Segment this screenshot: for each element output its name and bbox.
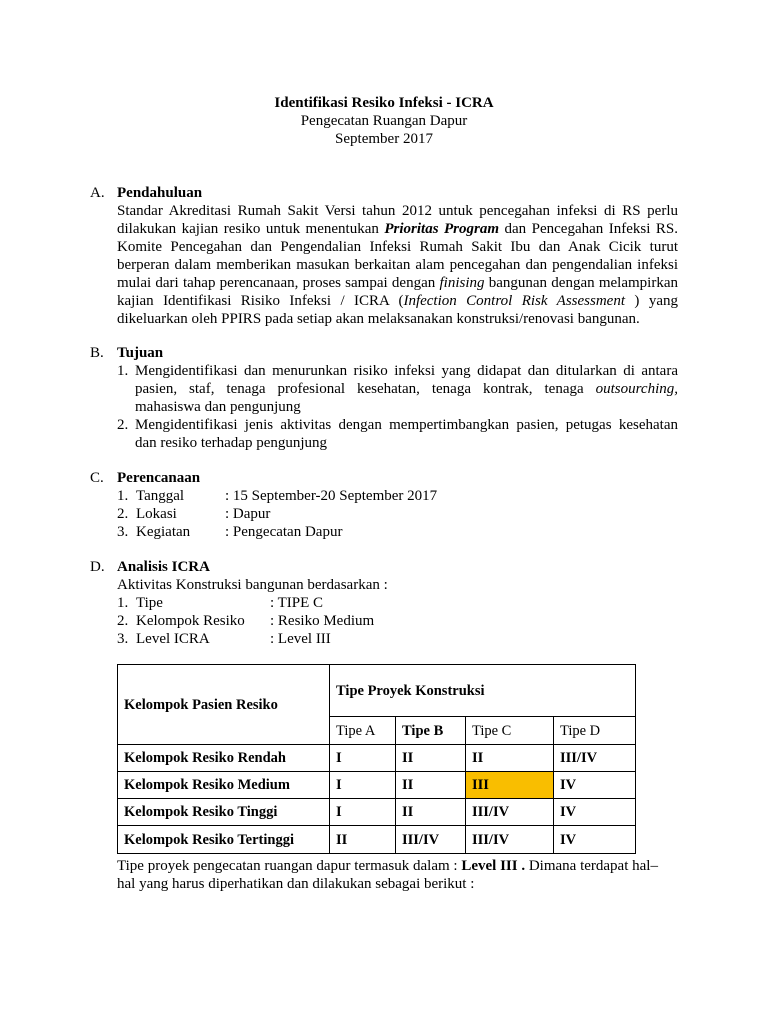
section-b-heading: Tujuan [117, 345, 164, 361]
analisis-item-label: Level ICRA [136, 631, 210, 647]
level-cell: I [330, 799, 396, 826]
level-cell: II [396, 799, 466, 826]
section-d-letter: D. [90, 559, 105, 575]
level-cell: I [330, 745, 396, 772]
analisis-intro: Aktivitas Konstruksi bangunan berdasarkan : [117, 577, 388, 593]
header-tipe-proyek: Tipe Proyek Konstruksi [330, 665, 636, 717]
level-cell: II [330, 826, 396, 854]
document-title: Identifikasi Resiko Infeksi - ICRA [274, 95, 494, 111]
level-cell: II [396, 772, 466, 799]
level-cell: II [466, 745, 554, 772]
level-iii-label: Level III . [461, 858, 526, 874]
tujuan-item-2-number: 2. [117, 417, 129, 433]
section-d-heading: Analisis ICRA [117, 559, 210, 575]
conclusion-line-1: Tipe proyek pengecatan ruangan dapur termasuk dalam : Level III . Dimana terdapat hal– [117, 858, 658, 874]
level-cell: III/IV [554, 745, 636, 772]
type-header-cell: Tipe A [330, 717, 396, 745]
perencanaan-item-label: Lokasi [136, 506, 177, 522]
section-c-letter: C. [90, 470, 104, 486]
highlighted-level-cell: III [466, 772, 554, 799]
section-a-line-4: berperan dalam memberikan masukan berkaitan alam pencegahan dan pengendalian infeksi [117, 257, 678, 273]
perencanaan-item-number: 1. [117, 488, 129, 504]
risk-group-cell: Kelompok Resiko Rendah [118, 745, 330, 772]
conclusion-line-2: hal yang harus diperhatikan dan dilakukan sebagai berikut : [117, 876, 475, 892]
section-a-line-1: Standar Akreditasi Rumah Sakit Versi tahun 2012 untuk pencegahan infeksi di RS perlu [117, 203, 678, 219]
perencanaan-item-label: Tanggal [136, 488, 185, 504]
level-cell: III/IV [466, 799, 554, 826]
type-header-cell: Tipe B [396, 717, 466, 745]
analisis-item-number: 2. [117, 613, 129, 629]
analisis-item-value: : TIPE C [270, 595, 324, 611]
table-row [118, 772, 636, 799]
analisis-item-number: 3. [117, 631, 129, 647]
section-a-heading: Pendahuluan [117, 185, 203, 201]
document-date: September 2017 [335, 131, 433, 147]
perencanaan-item-value: : 15 September-20 September 2017 [225, 488, 438, 504]
section-a-line-2: dilakukan kajian resiko untuk menentukan Prioritas Program dan Pencegahan Infeksi RS. [117, 221, 679, 237]
perencanaan-item-label: Kegiatan [136, 524, 191, 540]
section-a-line-5: mulai dari tahap perencanaan, proses sampai dengan finising bangunan dengan melampirkan [117, 275, 678, 291]
risk-group-cell: Kelompok Resiko Tinggi [118, 799, 330, 826]
section-a-letter: A. [90, 185, 105, 201]
analisis-item-number: 1. [117, 595, 129, 611]
perencanaan-item-number: 3. [117, 524, 129, 540]
risk-group-cell: Kelompok Resiko Tertinggi [118, 826, 330, 854]
document-subtitle: Pengecatan Ruangan Dapur [300, 113, 468, 129]
icra-risk-table [117, 664, 636, 854]
section-a-line-3: Komite Pencegahan dan Pengendalian Infeksi Rumah Sakit Ibu dan Anak Cicik turut [117, 239, 678, 255]
table-row [118, 745, 636, 772]
tujuan-item-1-line-1: Mengidentifikasi dan menurunkan risiko infeksi yang didapat dan ditularkan di antara [135, 363, 678, 379]
tujuan-item-1-number: 1. [117, 363, 129, 379]
section-c-heading: Perencanaan [117, 470, 201, 486]
analisis-item-label: Tipe [136, 595, 163, 611]
header-kelompok-pasien: Kelompok Pasien Resiko [118, 665, 330, 745]
tujuan-item-1-line-3: mahasiswa dan pengunjung [135, 399, 301, 415]
tujuan-item-2-line-1: Mengidentifikasi jenis aktivitas dengan mempertimbangkan pasien, petugas kesehatan [135, 417, 678, 433]
level-cell: IV [554, 826, 636, 854]
level-cell: I [330, 772, 396, 799]
level-cell: II [396, 745, 466, 772]
prioritas-program: Prioritas Program [384, 221, 500, 237]
perencanaan-item-number: 2. [117, 506, 129, 522]
section-a-line-7: dikeluarkan oleh PPIRS pada setiap akan melaksanakan konstruksi/renovasi bangunan. [117, 311, 640, 327]
risk-group-cell: Kelompok Resiko Medium [118, 772, 330, 799]
section-b-letter: B. [90, 345, 104, 361]
type-header-cell: Tipe D [554, 717, 636, 745]
tujuan-item-1-line-2: pasien, staf, tenaga profesional kesehatan, tenaga kontrak, tenaga outsourching, [135, 381, 678, 397]
table-row [118, 799, 636, 826]
type-header-cell: Tipe C [466, 717, 554, 745]
analisis-item-value: : Resiko Medium [270, 613, 375, 629]
level-cell: IV [554, 772, 636, 799]
table-header-row [118, 665, 636, 717]
level-cell: IV [554, 799, 636, 826]
tujuan-item-2-line-2: dan resiko terhadap pengunjung [135, 435, 328, 451]
level-cell: III/IV [396, 826, 466, 854]
table-row [118, 826, 636, 854]
level-cell: III/IV [466, 826, 554, 854]
perencanaan-item-value: : Dapur [225, 506, 271, 522]
section-a-line-6: kajian Identifikasi Risiko Infeksi / ICRA (Infection Control Risk Assessment ) yang [117, 293, 678, 309]
analisis-item-label: Kelompok Resiko [136, 613, 245, 629]
analisis-item-value: : Level III [270, 631, 331, 647]
perencanaan-item-value: : Pengecatan Dapur [225, 524, 343, 540]
